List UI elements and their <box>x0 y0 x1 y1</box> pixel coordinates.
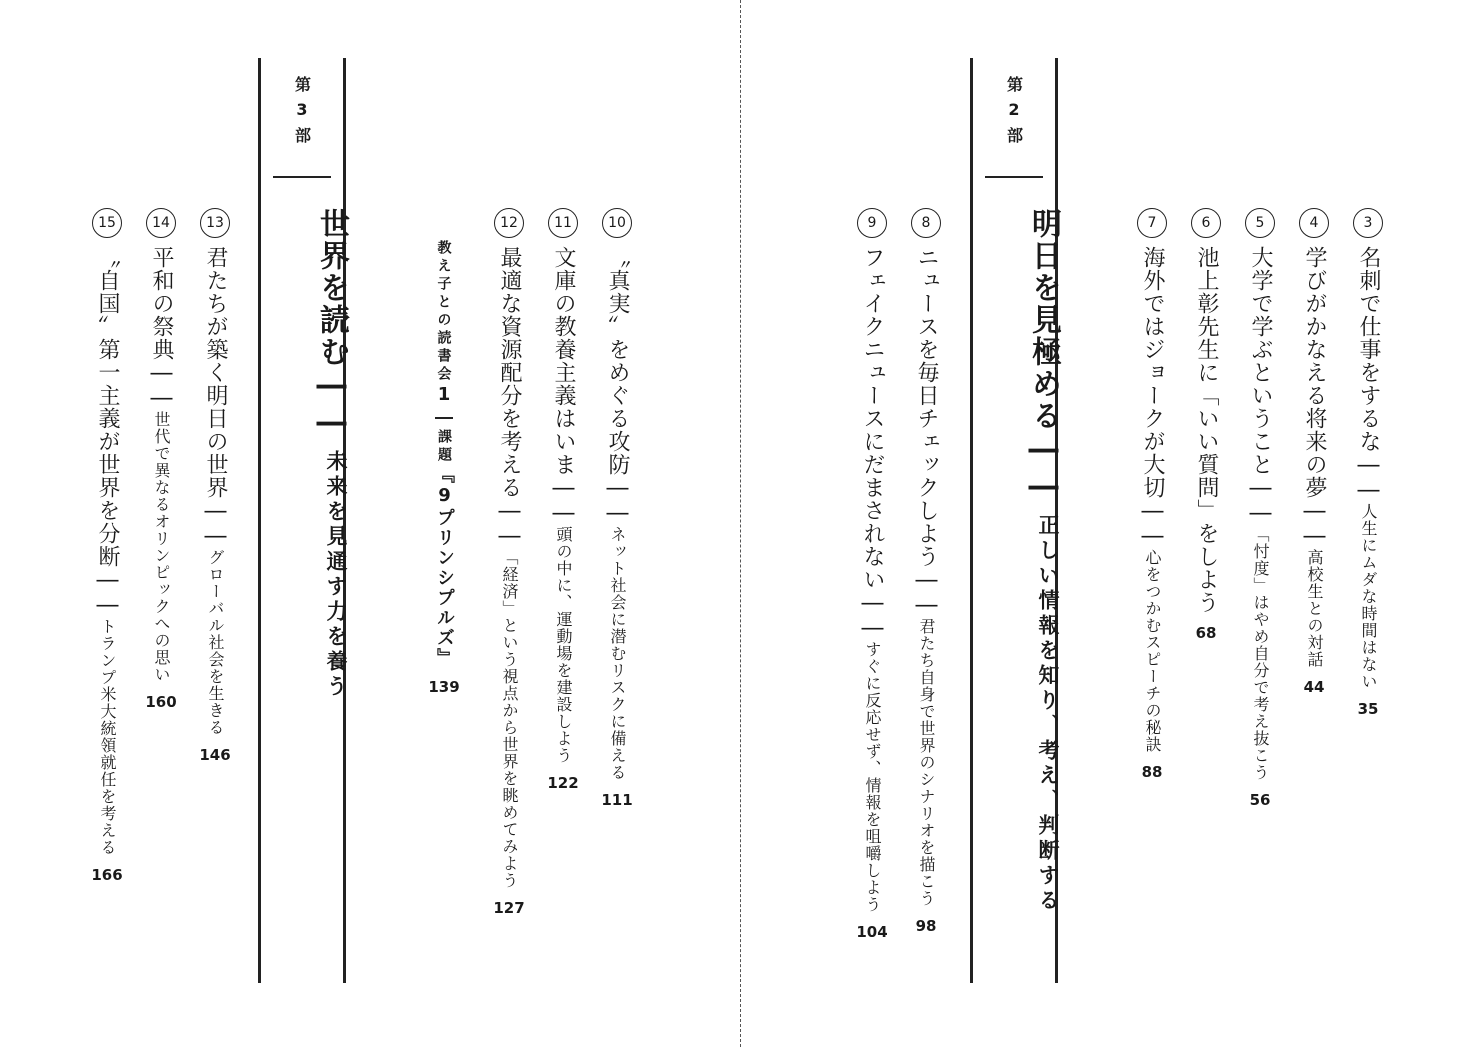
toc-entry[interactable] <box>1185 208 1227 642</box>
part-2-label: 第2部 <box>1004 76 1024 151</box>
toc-entry[interactable] <box>1239 208 1281 809</box>
chapter-number-circle: 9 <box>857 208 887 238</box>
page-number: 160 <box>145 693 177 711</box>
page-number: 104 <box>856 923 888 941</box>
page-number: 56 <box>1249 791 1271 809</box>
part-3-label: 第3部 <box>292 76 312 151</box>
chapter-title: 大学で学ぶということ――「忖度」はやめ自分で考え抜こう <box>1248 246 1273 781</box>
chapter-title: フェイクニュースにだまされない――すぐに反応せず、情報を咀嚼しよう <box>860 246 885 913</box>
page-number: 68 <box>1195 624 1217 642</box>
page-number: 146 <box>199 746 231 764</box>
chapter-title: 〝自国〟第一主義が世界を分断――トランプ米大統領就任を考える <box>95 246 120 856</box>
page-number: 88 <box>1141 763 1163 781</box>
part-3-dash: ―― <box>314 368 349 442</box>
page-number: 98 <box>915 917 937 935</box>
reading-group-rule <box>435 417 453 419</box>
chapter-title: ニュースを毎日チェックしよう――君たち自身で世界のシナリオを描こう <box>914 246 939 907</box>
chapter-number-circle: 11 <box>548 208 578 238</box>
reading-group-entry[interactable] <box>423 240 465 696</box>
chapter-title: 平和の祭典――世代で異なるオリンピックへの思い <box>149 246 174 683</box>
page-fold-divider <box>740 0 741 1047</box>
part-3-header <box>258 58 349 983</box>
toc-entry[interactable] <box>542 208 584 792</box>
chapter-number-circle: 8 <box>911 208 941 238</box>
chapter-number-circle: 12 <box>494 208 524 238</box>
chapter-number-circle: 15 <box>92 208 122 238</box>
chapter-title: 海外ではジョークが大切――心をつかむスピーチの秘訣 <box>1140 246 1165 753</box>
toc-entry[interactable] <box>851 208 893 941</box>
part-separator <box>273 176 331 178</box>
chapter-title: 池上彰先生に「いい質問」をしよう <box>1194 246 1219 614</box>
page-number: 166 <box>91 866 123 884</box>
part-2-subtitle: 正しい情報を知り、考え、判断する <box>1036 514 1060 914</box>
page-number: 139 <box>428 678 460 696</box>
page-number: 111 <box>601 791 633 809</box>
toc-entry[interactable] <box>596 208 638 809</box>
toc-entry[interactable] <box>1347 208 1389 718</box>
chapter-number-circle: 7 <box>1137 208 1167 238</box>
part-2-title: 明日を見極める <box>1026 208 1061 432</box>
chapter-title: 文庫の教養主義はいま――頭の中に、運動場を建設しよう <box>551 246 576 764</box>
page-number: 35 <box>1357 700 1379 718</box>
chapter-title: 君たちが築く明日の世界――グローバル社会を生きる <box>203 246 228 736</box>
toc-entry[interactable] <box>1131 208 1173 781</box>
chapter-title: 学びがかなえる将来の夢――高校生との対話 <box>1302 246 1327 668</box>
reading-group-label: 教え子との読書会1 <box>433 240 455 407</box>
chapter-number-circle: 14 <box>146 208 176 238</box>
part-3-subtitle: 未来を見通す力を養う <box>324 450 348 700</box>
toc-entry[interactable] <box>140 208 182 711</box>
chapter-number-circle: 3 <box>1353 208 1383 238</box>
chapter-number-circle: 4 <box>1299 208 1329 238</box>
toc-entry[interactable] <box>1293 208 1335 696</box>
chapter-number-circle: 10 <box>602 208 632 238</box>
page-number: 122 <box>547 774 579 792</box>
page-number: 44 <box>1303 678 1325 696</box>
toc-entry[interactable] <box>194 208 236 764</box>
part-3-title: 世界を読む <box>314 208 349 368</box>
toc-entry[interactable] <box>905 208 947 935</box>
chapter-number-circle: 6 <box>1191 208 1221 238</box>
reading-group-topic: 課題『9プリンシプルズ』 <box>434 429 455 668</box>
toc-entry[interactable] <box>86 208 128 884</box>
chapter-title: 名刺で仕事をするな――人生にムダな時間はない <box>1356 246 1381 690</box>
chapter-title: 最適な資源配分を考える――「経済」という視点から世界を眺めてみよう <box>497 246 522 889</box>
part-separator <box>985 176 1043 178</box>
toc-entry[interactable] <box>488 208 530 917</box>
chapter-number-circle: 5 <box>1245 208 1275 238</box>
chapter-title: 〝真実〟をめぐる攻防――ネット社会に潜むリスクに備える <box>605 246 630 781</box>
part-2-title-block <box>970 208 1061 914</box>
chapter-number-circle: 13 <box>200 208 230 238</box>
part-2-dash: ―― <box>1026 432 1061 506</box>
page-number: 127 <box>493 899 525 917</box>
part-2-header <box>970 58 1061 983</box>
part-3-title-block <box>258 208 349 700</box>
